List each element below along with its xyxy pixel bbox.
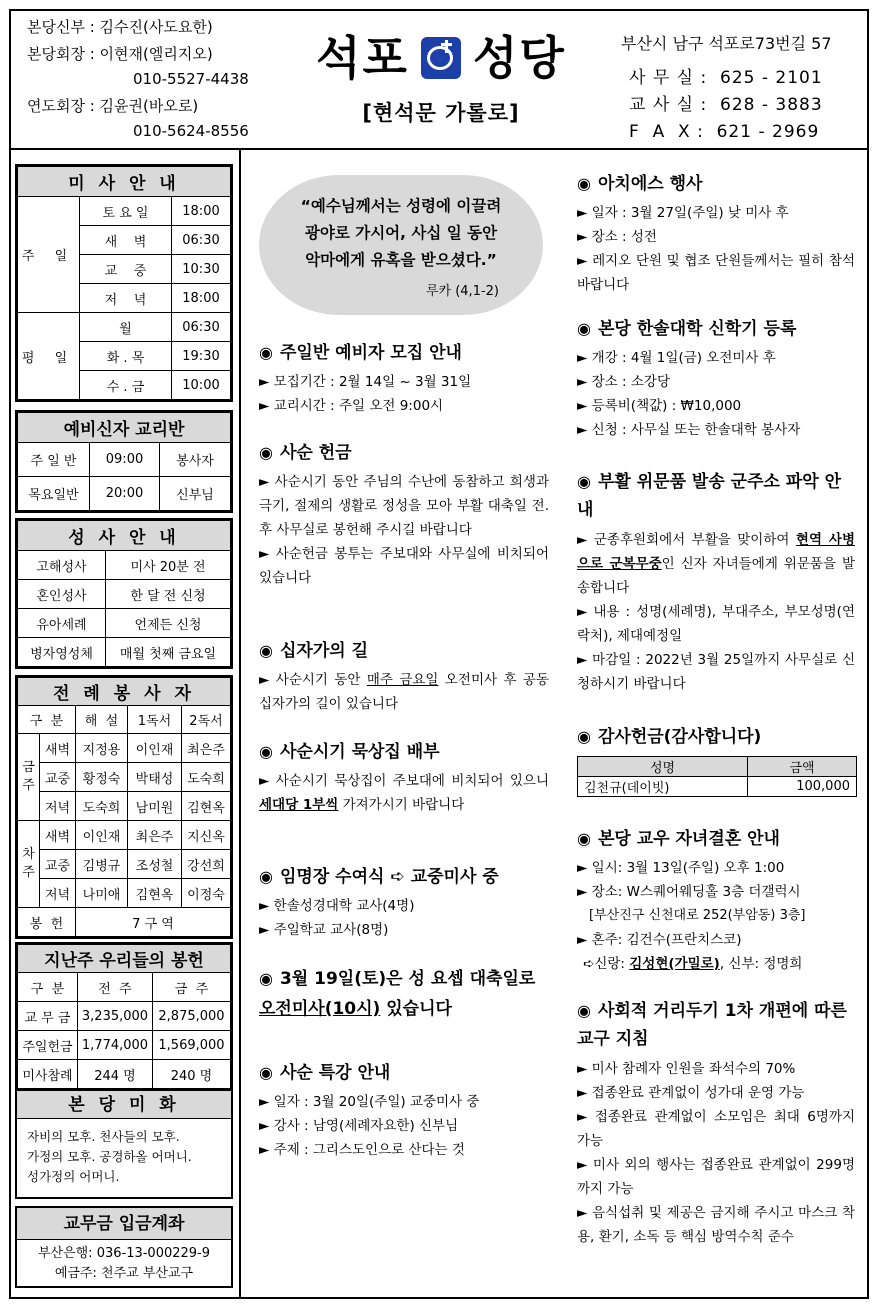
prayer-line: 가정의 모후. 공경하올 어머니. (27, 1149, 192, 1164)
title-left: 석포 (316, 31, 409, 85)
header (11, 11, 867, 150)
servers-title: 전 례 봉 사 자 (18, 678, 231, 706)
this-week-label: 금주 (18, 734, 40, 821)
section-line: ► 주일학교 교사(8명) (259, 922, 389, 938)
weekly-offering (15, 942, 233, 1091)
section-line: ► 일시: 3월 13일(주일) 오후 1:00 (577, 860, 785, 876)
offering-value: 240 명 (153, 1060, 231, 1089)
hansol-college-section (577, 316, 855, 442)
sunday-label: 주 일 (18, 197, 80, 313)
section-title: 본당 한솔대학 신학기 등록 (597, 319, 797, 339)
contact-info (621, 31, 832, 146)
bullet-icon: ◉ (259, 641, 273, 660)
server-mass: 새벽 (40, 821, 76, 850)
section-title: 임명장 수여식 (279, 867, 385, 887)
col-header: 금 주 (153, 973, 231, 1002)
bullet-icon: ◉ (259, 443, 273, 462)
mass-day: 교 중 (80, 255, 172, 284)
section-line: [부산진구 신천대로 252(부암동) 3층] (589, 908, 806, 923)
district-phone: 010-5624-8556 (133, 122, 249, 140)
meditation-book-section (259, 739, 549, 817)
section-title: 사순시기 묵상집 배부 (279, 742, 440, 762)
easter-gift-section (577, 468, 855, 696)
server-name: 이인재 (128, 734, 182, 763)
server-name: 최은주 (182, 734, 231, 763)
col-header: 2독서 (182, 706, 231, 734)
section-line: ► 강사 : 남영(세례자요한) 신부님 (259, 1118, 459, 1134)
section-line: ► 주제 : 그리스도인으로 산다는 것 (259, 1142, 465, 1158)
bullet-icon: ◉ (577, 1001, 591, 1020)
sacrament-name: 유아세례 (18, 609, 106, 638)
mass-time: 18:00 (172, 284, 231, 313)
section-line: ► 접종완료 관계없이 소모임은 최대 6명까지 가능 (577, 1109, 855, 1149)
text-part: 신랑: (594, 956, 630, 972)
offering-label: 봉 헌 (18, 908, 76, 937)
server-name: 황정숙 (76, 763, 128, 792)
bullet-icon: ◉ (577, 319, 591, 338)
server-name: 이인재 (76, 821, 128, 850)
section-title: 감사헌금(감사합니다) (597, 727, 762, 747)
bullet-icon: ◉ (259, 742, 273, 761)
next-week-label: 차주 (18, 821, 40, 908)
section-line: ► 개강 : 4월 1일(금) 오전미사 후 (577, 350, 776, 366)
prayer-line: 성가정의 어머니. (27, 1169, 120, 1184)
col-header: 전 주 (78, 973, 153, 1002)
bullet-icon: ◉ (259, 343, 273, 362)
section-line: ► 미사 참례자 인원을 좌석수의 70% (577, 1061, 796, 1077)
offering-value: 1,569,000 (153, 1031, 231, 1060)
server-name: 김현옥 (182, 792, 231, 821)
section-title: 사회적 거리두기 1차 개편에 따른 교구 지침 (577, 1001, 847, 1049)
section-line: ► 접종완료 관계없이 성가대 운영 가능 (577, 1085, 805, 1101)
section-line: ► 장소: W스퀘어웨딩홀 3층 더갤럭시 (577, 884, 801, 900)
mass-day: 저 녁 (80, 284, 172, 313)
server-name: 조성철 (128, 850, 182, 879)
lent-lecture-section (259, 1060, 549, 1162)
col-header: 1독서 (128, 706, 182, 734)
offering-district: 7 구 역 (76, 908, 231, 937)
section-body (259, 769, 549, 817)
sacrament-name: 고해성사 (18, 551, 106, 580)
text-part: 오전미사 후 공동 십자가의 길이 있습니다 (259, 672, 549, 712)
text-part: 가져가시기 바랍니다 (338, 797, 465, 813)
quote-line: “예수님께서는 성령에 이끌려 (300, 197, 502, 215)
section-title: 십자가의 길 (279, 641, 368, 661)
catechumen-title: 예비신자 교리반 (18, 413, 231, 443)
groom-line (577, 952, 855, 976)
mass-day: 수 . 금 (80, 371, 172, 400)
mass-time: 06:30 (172, 313, 231, 342)
section-body: ► 사순헌금 봉투는 주보대와 사무실에 비치되어 있습니다 (259, 546, 549, 586)
text-part: ► 사순시기 묵상집이 주보대에 비치되어 있으니 (259, 773, 549, 789)
col-header: 구 분 (18, 973, 78, 1002)
mass-schedule (15, 164, 233, 402)
col-header: 구 분 (18, 706, 76, 734)
section-body (259, 668, 549, 716)
sacrament-info (15, 518, 233, 669)
section-line: ► 미사 외의 행사는 접종완료 관계없이 299명까지 가능 (577, 1157, 855, 1197)
section-title: 부활 위문품 발송 군주소 파악 안내 (577, 472, 842, 520)
donor-name: 김천규(데이빗) (578, 777, 748, 797)
section-line: ► 마감일 : 2022년 3월 25일까지 사무실로 신청하시기 바랍니다 (577, 652, 855, 692)
section-title: 교중미사 중 (410, 867, 499, 887)
bulletin-page (9, 9, 869, 1299)
parish-prayer (15, 1089, 233, 1199)
server-name: 나미애 (76, 879, 128, 908)
district-chair: 연도회장 : 김윤권(바오로) (27, 97, 199, 115)
address: 부산시 남구 석포로73번길 57 (621, 34, 832, 53)
fax-number: F A X : 621 - 2969 (629, 122, 820, 142)
section-line: ► 장소 : 소강당 (577, 374, 671, 390)
mass-day: 새 벽 (80, 226, 172, 255)
section-body (577, 528, 855, 600)
mass-day: 토 요 일 (80, 197, 172, 226)
sacrament-title: 성 사 안 내 (18, 521, 231, 551)
bullet-icon: ◉ (259, 969, 273, 988)
arrow-icon: ➪ (583, 956, 595, 972)
catechumen-recruit-section (259, 340, 549, 418)
section-line: ► 한솔성경대학 교사(4명) (259, 898, 415, 914)
offering-type: 주일헌금 (18, 1031, 78, 1060)
offering-title: 지난주 우리들의 봉헌 (18, 945, 231, 973)
class-teacher: 신부님 (160, 477, 231, 511)
section-title: 아치에스 행사 (597, 174, 703, 194)
offering-value: 244 명 (78, 1060, 153, 1089)
text-part: , 신부: 정명희 (719, 956, 803, 972)
account-title: 교무금 입금계좌 (17, 1208, 231, 1240)
section-line: ► 장소 : 성전 (577, 229, 657, 245)
section-line: ► 일자 : 3월 20일(주일) 교중미사 중 (259, 1094, 480, 1110)
offering-value: 3,235,000 (78, 1002, 153, 1031)
section-line: ► 일자 : 3월 27일(주일) 낮 미사 후 (577, 205, 789, 221)
chairman-phone: 010-5527-4438 (133, 70, 249, 88)
server-name: 김현옥 (128, 879, 182, 908)
server-name: 박태성 (128, 763, 182, 792)
emphasis-text: 현역 사병으로 군복무중 (577, 532, 855, 572)
section-line: ► 혼주: 김건수(프란치스코) (577, 932, 742, 948)
arrow-icon: ➪ (390, 867, 405, 887)
offering-value: 1,774,000 (78, 1031, 153, 1060)
sacrament-name: 혼인성사 (18, 580, 106, 609)
class-name: 목요일반 (18, 477, 90, 511)
appointment-ceremony-section (259, 864, 549, 942)
church-logo-icon (421, 37, 461, 79)
scripture-quote (259, 175, 543, 315)
st-joseph-section (259, 964, 549, 1024)
mass-title: 미 사 안 내 (18, 167, 231, 197)
class-name: 주 일 반 (18, 443, 90, 477)
bullet-icon: ◉ (259, 867, 273, 886)
title-right: 성당 (473, 31, 566, 85)
emphasis-text: 세대당 1부씩 (259, 797, 339, 813)
liturgy-servers (15, 675, 233, 939)
quote-source: 루카 (4,1-2) (425, 284, 499, 299)
bullet-icon: ◉ (577, 472, 591, 491)
mass-day: 월 (80, 313, 172, 342)
pastor: 본당신부 : 김수진(사도요한) (27, 18, 213, 36)
mass-day: 화 . 목 (80, 342, 172, 371)
sacrament-rule: 언제든 신청 (106, 609, 231, 638)
donor-amount: 100,000 (748, 777, 857, 797)
distancing-guideline-section (577, 997, 855, 1249)
text-part: 있습니다 (380, 999, 452, 1019)
text-part: 인 신자 자녀들에게 위문품을 발송합니다 (577, 556, 855, 596)
section-line: ► 모집기간 : 2월 14일 ~ 3월 31일 (259, 374, 472, 390)
mass-time: 10:30 (172, 255, 231, 284)
section-title: 주일반 예비자 모집 안내 (279, 343, 462, 363)
staff-info (27, 15, 249, 144)
wedding-section (577, 826, 855, 976)
sacrament-name: 병자영성체 (18, 638, 106, 667)
emphasis-text: 김성현(가밀로) (629, 956, 720, 972)
server-name: 도숙희 (182, 763, 231, 792)
section-title: 사순 특강 안내 (279, 1063, 391, 1083)
section-line: ► 음식섭취 및 제공은 금지해 주시고 마스크 착용, 환기, 소독 등 핵심 방역수칙 준수 (577, 1205, 855, 1245)
column-divider (239, 150, 241, 1299)
catechumen-class (15, 410, 233, 513)
sacrament-rule: 미사 20분 전 (106, 551, 231, 580)
server-name: 지신옥 (182, 821, 231, 850)
server-name: 남미원 (128, 792, 182, 821)
weekday-label: 평 일 (18, 313, 80, 400)
server-mass: 교중 (40, 763, 76, 792)
section-body: ► 사순시기 동안 주님의 수난에 동참하고 희생과 극기, 절제의 생활로 정성을 모아 부활 대축일 전.후 사무실로 봉헌해 주시길 바랍니다 (259, 474, 549, 538)
server-mass: 새벽 (40, 734, 76, 763)
offering-type: 교 무 금 (18, 1002, 78, 1031)
church-title (311, 33, 571, 127)
col-header: 해 설 (76, 706, 128, 734)
server-name: 강선희 (182, 850, 231, 879)
bullet-icon: ◉ (259, 1063, 273, 1082)
bank-account-number: 부산은행: 036-13-000229-9 (37, 1246, 211, 1261)
acies-section (577, 171, 855, 297)
emphasis-text: 매주 금요일 (366, 672, 439, 688)
text-part: ► 사순시기 동안 (259, 672, 367, 688)
account-holder: 예금주: 천주교 부산교구 (54, 1266, 194, 1281)
section-title: 본당 교우 자녀결혼 안내 (597, 829, 780, 849)
office-phone: 사 무 실 : 625 - 2101 (629, 68, 823, 88)
mass-time: 19:30 (172, 342, 231, 371)
bank-account (15, 1206, 233, 1288)
section-line: ► 등록비(책값) : ₩10,000 (577, 398, 742, 414)
server-mass: 저녁 (40, 879, 76, 908)
patron-saint: [현석문 가롤로] (362, 101, 520, 125)
server-name: 김병규 (76, 850, 128, 879)
col-header: 성명 (578, 757, 748, 777)
mass-time: 10:00 (172, 371, 231, 400)
thanksgiving-section (577, 724, 855, 797)
mass-time: 06:30 (172, 226, 231, 255)
bullet-icon: ◉ (577, 727, 591, 746)
sacrament-rule: 매월 첫째 금요일 (106, 638, 231, 667)
emphasis-text: 오전미사(10시) (259, 999, 381, 1019)
col-header: 금액 (748, 757, 857, 777)
section-line: ► 신청 : 사무실 또는 한솔대학 봉사자 (577, 422, 801, 438)
prayer-title: 본 당 미 화 (17, 1091, 231, 1119)
quote-line: 광야로 가시어, 사십 일 동안 (304, 224, 498, 242)
sacrament-rule: 한 달 전 신청 (106, 580, 231, 609)
server-name: 지정용 (76, 734, 128, 763)
section-title: 사순 헌금 (279, 443, 352, 463)
server-name: 이정숙 (182, 879, 231, 908)
lent-offering-section (259, 440, 549, 590)
section-line: ► 레지오 단원 및 협조 단원들께서는 필히 참석바랍니다 (577, 253, 855, 293)
text-part: ► 군종후원회에서 부활을 맞이하여 (577, 532, 796, 548)
server-mass: 교중 (40, 850, 76, 879)
class-time: 09:00 (90, 443, 160, 477)
class-teacher: 봉사자 (160, 443, 231, 477)
section-line: ► 내용 : 성명(세례명), 부대주소, 부모성명(연락처), 제대예정일 (577, 604, 855, 644)
stations-of-cross-section (259, 638, 549, 716)
donor-table (577, 756, 857, 797)
chairman: 본당회장 : 이현재(엘리지오) (27, 45, 213, 63)
server-name: 도숙희 (76, 792, 128, 821)
prayer-line: 자비의 모후. 천사들의 모후. (27, 1129, 180, 1144)
offering-type: 미사참례 (18, 1060, 78, 1089)
section-line: ► 교리시간 : 주일 오전 9:00시 (259, 398, 444, 414)
catechism-phone: 교 사 실 : 628 - 3883 (629, 95, 823, 115)
text-part: 3월 19일(토)은 성 요셉 대축일로 (279, 969, 536, 989)
bullet-icon: ◉ (577, 174, 591, 193)
class-time: 20:00 (90, 477, 160, 511)
server-mass: 저녁 (40, 792, 76, 821)
offering-value: 2,875,000 (153, 1002, 231, 1031)
bullet-icon: ◉ (577, 829, 591, 848)
quote-line: 악마에게 유혹을 받으셨다.” (305, 251, 497, 269)
server-name: 최은주 (128, 821, 182, 850)
mass-time: 18:00 (172, 197, 231, 226)
